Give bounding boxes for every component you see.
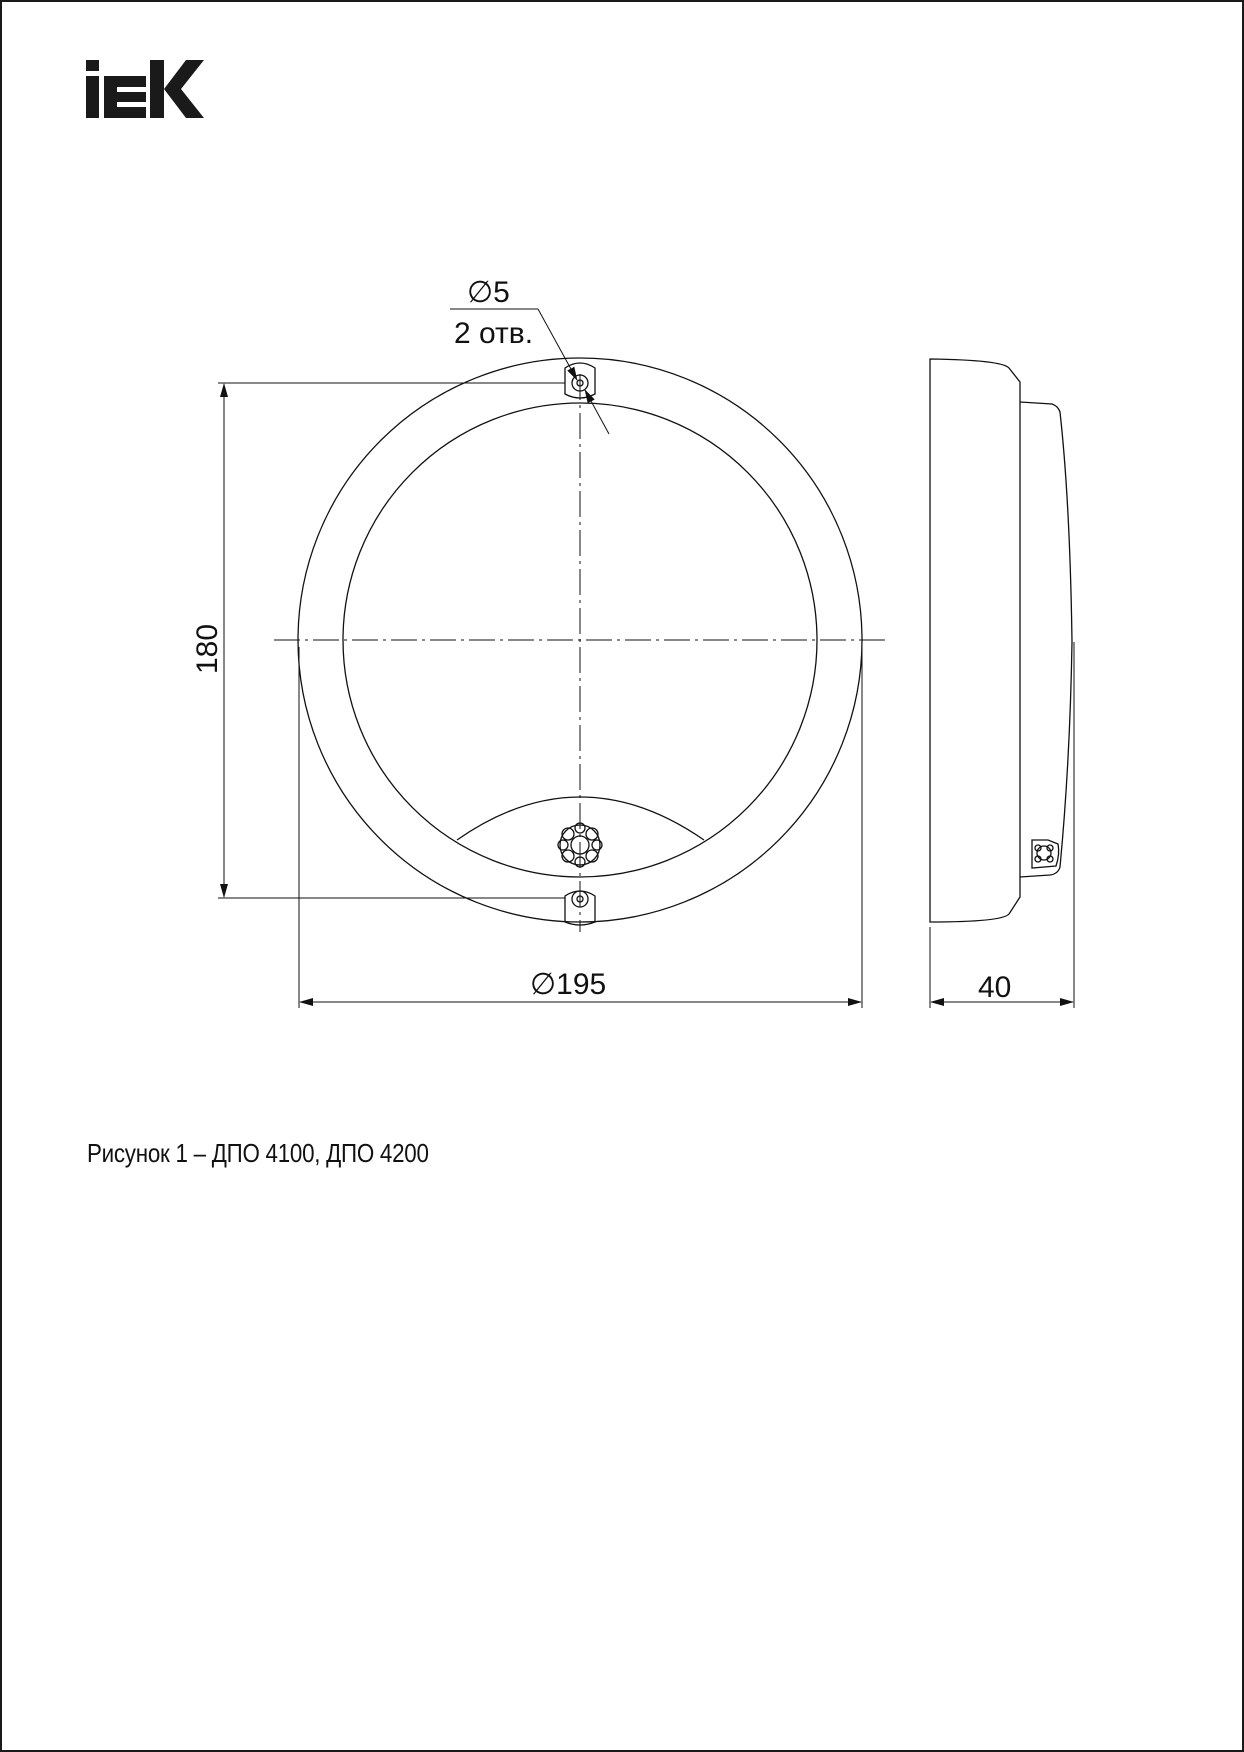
diameter-label: ∅195 <box>530 968 607 1001</box>
height-label: 180 <box>191 623 224 674</box>
lamp-side-profile <box>930 359 1020 922</box>
hole-diameter-label: ∅5 <box>467 276 510 309</box>
hole-count-label: 2 отв. <box>454 317 534 350</box>
depth-label: 40 <box>978 971 1012 1004</box>
technical-drawing <box>2 2 1242 1102</box>
figure-caption: Рисунок 1 – ДПО 4100, ДПО 4200 <box>87 1138 429 1168</box>
